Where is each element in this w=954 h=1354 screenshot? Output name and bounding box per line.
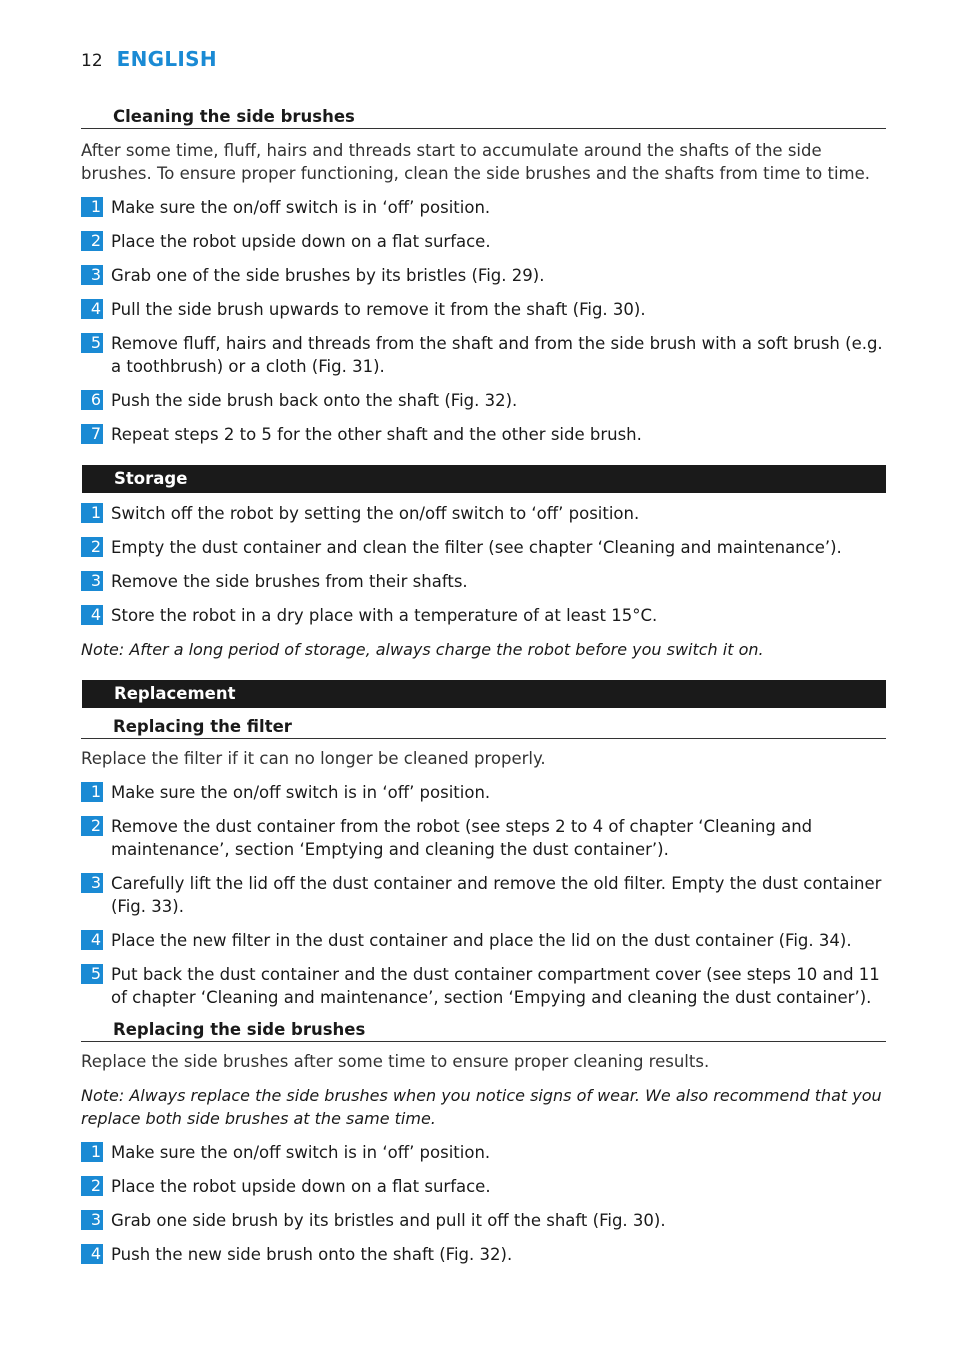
step-number: 2 <box>81 537 103 557</box>
step-number: 3 <box>81 1210 103 1230</box>
step-text: Push the side brush back onto the shaft (Fig. 32). <box>111 391 518 410</box>
list-item <box>81 815 886 861</box>
step-text: Switch off the robot by setting the on/off switch to ‘off’ position. <box>111 504 640 523</box>
step-text: Remove the side brushes from their shafts. <box>111 572 468 591</box>
list-item <box>81 196 886 219</box>
step-number: 2 <box>81 1176 103 1196</box>
step-text: Make sure the on/off switch is in ‘off’ position. <box>111 198 491 217</box>
step-text: Store the robot in a dry place with a temperature of at least 15°C. <box>111 606 658 625</box>
list-item <box>81 604 886 627</box>
list-item <box>81 332 886 378</box>
list-item <box>81 536 886 559</box>
step-text: Place the new filter in the dust container and place the lid on the dust container (Fig. 34). <box>111 931 852 950</box>
list-item <box>81 264 886 287</box>
step-text: Place the robot upside down on a flat surface. <box>111 232 491 251</box>
step-number: 6 <box>81 390 103 410</box>
list-item <box>81 389 886 412</box>
list-item <box>81 872 886 918</box>
steps-list-side-brushes <box>81 1141 886 1266</box>
page-header <box>81 47 217 75</box>
step-number: 4 <box>81 1244 103 1264</box>
page-number: 12 <box>81 51 103 71</box>
step-number: 1 <box>81 1142 103 1162</box>
step-number: 3 <box>81 571 103 591</box>
step-text: Grab one of the side brushes by its bristles (Fig. 29). <box>111 266 545 285</box>
list-item <box>81 298 886 321</box>
list-item <box>81 570 886 593</box>
step-text: Pull the side brush upwards to remove it from the shaft (Fig. 30). <box>111 300 646 319</box>
section-heading-cleaning-side-brushes: Cleaning the side brushes <box>81 104 886 129</box>
steps-list-filter <box>81 781 886 1009</box>
list-item <box>81 929 886 952</box>
step-number: 2 <box>81 231 103 251</box>
section-heading-replacing-side-brushes: Replacing the side brushes <box>81 1017 886 1042</box>
step-text: Repeat steps 2 to 5 for the other shaft and the other side brush. <box>111 425 642 444</box>
list-item <box>81 963 886 1009</box>
step-text: Remove fluff, hairs and threads from the shaft and from the side brush with a soft brush (e.g. a toothbrush) or a cloth (Fig. 31). <box>111 334 883 376</box>
step-text: Remove the dust container from the robot (see steps 2 to 4 of chapter ‘Cleaning and maintenance’, section ‘Emptying and cleaning the dust container’). <box>111 817 813 859</box>
step-text: Make sure the on/off switch is in ‘off’ position. <box>111 783 491 802</box>
intro-paragraph: After some time, fluff, hairs and threads start to accumulate around the shafts of the side brushes. To ensure proper functioning, clean the side brushes and the shafts from time to time. <box>81 141 871 183</box>
step-number: 1 <box>81 782 103 802</box>
section-heading-replacing-filter: Replacing the filter <box>81 714 886 739</box>
side-brushes-intro-paragraph: Replace the side brushes after some time to ensure proper cleaning results. <box>81 1052 710 1071</box>
step-text: Empty the dust container and clean the filter (see chapter ‘Cleaning and maintenance’). <box>111 538 842 557</box>
section-bar-storage: Storage <box>82 465 886 493</box>
steps-list-cleaning <box>81 196 886 446</box>
list-item <box>81 1175 886 1198</box>
step-number: 3 <box>81 265 103 285</box>
step-number: 4 <box>81 299 103 319</box>
step-number: 7 <box>81 424 103 444</box>
list-item <box>81 502 886 525</box>
page-content <box>81 104 886 1266</box>
step-number: 4 <box>81 605 103 625</box>
step-number: 5 <box>81 333 103 353</box>
language-label: ENGLISH <box>116 47 217 71</box>
list-item <box>81 423 886 446</box>
filter-intro-paragraph: Replace the filter if it can no longer be cleaned properly. <box>81 749 546 768</box>
list-item <box>81 1243 886 1266</box>
step-text: Carefully lift the lid off the dust container and remove the old filter. Empty the dust container (Fig. 33). <box>111 874 882 916</box>
step-number: 4 <box>81 930 103 950</box>
storage-note: Note: After a long period of storage, always charge the robot before you switch it on. <box>81 640 764 659</box>
steps-list-storage <box>81 502 886 627</box>
step-text: Put back the dust container and the dust container compartment cover (see steps 10 and 11 of chapter ‘Cleaning and maintenance’, section ‘Empying and cleaning the dust container’). <box>111 965 880 1007</box>
step-number: 2 <box>81 816 103 836</box>
step-text: Place the robot upside down on a flat surface. <box>111 1177 491 1196</box>
step-text: Make sure the on/off switch is in ‘off’ position. <box>111 1143 491 1162</box>
list-item <box>81 781 886 804</box>
step-number: 1 <box>81 503 103 523</box>
step-number: 1 <box>81 197 103 217</box>
step-text: Grab one side brush by its bristles and pull it off the shaft (Fig. 30). <box>111 1211 666 1230</box>
step-text: Push the new side brush onto the shaft (Fig. 32). <box>111 1245 513 1264</box>
list-item <box>81 1209 886 1232</box>
list-item <box>81 230 886 253</box>
section-bar-replacement: Replacement <box>82 680 886 708</box>
step-number: 3 <box>81 873 103 893</box>
side-brushes-note: Note: Always replace the side brushes when you notice signs of wear. We also recommend that you replace both side brushes at the same time. <box>81 1086 882 1128</box>
list-item <box>81 1141 886 1164</box>
step-number: 5 <box>81 964 103 984</box>
